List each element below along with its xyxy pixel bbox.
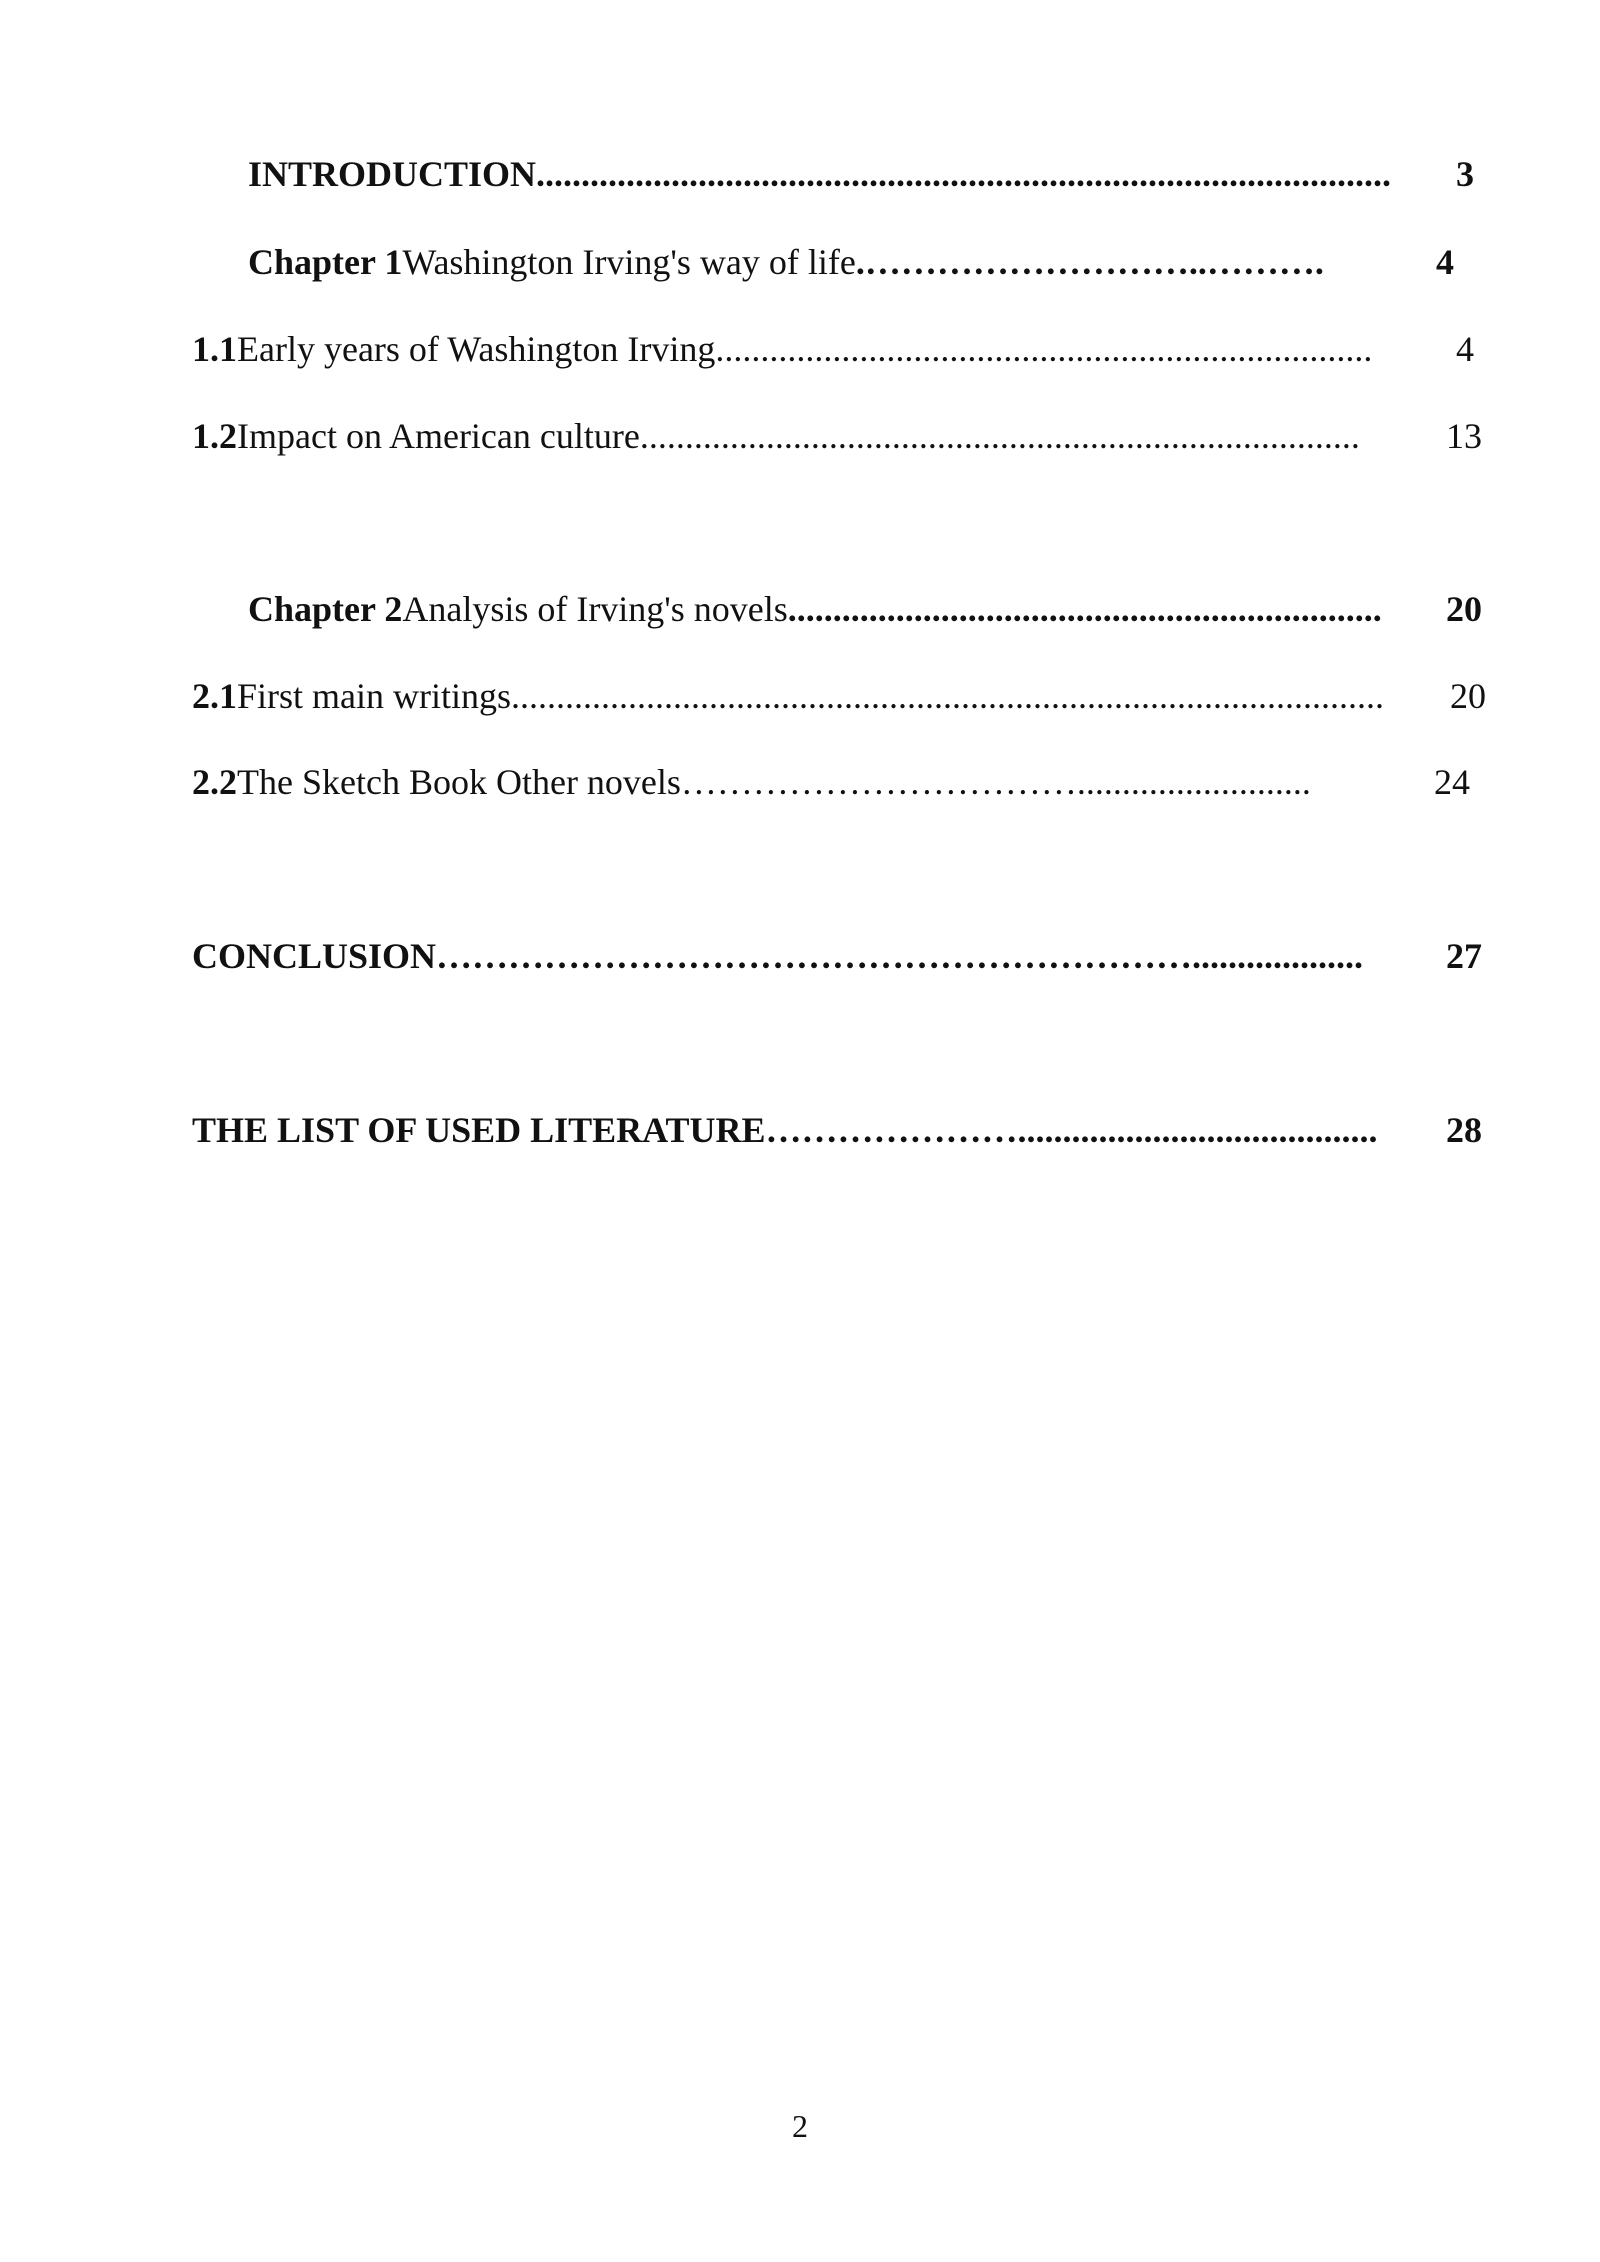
toc-title: The Sketch Book Other novels <box>237 762 681 802</box>
toc-page-number: 3 <box>1456 154 1474 194</box>
toc-leader: …………………………….......................... <box>680 762 1311 802</box>
toc-literature[interactable] <box>192 1108 1482 1152</box>
toc-page-number: 20 <box>1446 589 1482 629</box>
toc-leader: ............................................................................................... <box>536 154 1392 194</box>
toc-label: THE LIST OF USED LITERATURE <box>192 1110 766 1150</box>
toc-item-1-2[interactable] <box>192 414 1482 458</box>
toc-leader: ......................................................................... <box>715 329 1373 369</box>
toc-chapter-prefix: Chapter 1 <box>248 242 403 282</box>
toc-title: First main writings <box>237 676 512 716</box>
toc-chapter-prefix: Chapter 2 <box>248 589 403 629</box>
toc-title: Analysis of Irving's novels <box>402 589 788 629</box>
toc-item-number: 1.1 <box>192 329 237 369</box>
toc-label: INTRODUCTION <box>248 154 537 194</box>
toc-leader: .………………………..………. <box>855 242 1324 282</box>
page-number: 2 <box>792 2108 808 2144</box>
toc-title: Washington Irving's way of life <box>402 242 856 282</box>
toc-page-number: 27 <box>1446 936 1482 976</box>
toc-introduction[interactable] <box>248 152 1474 196</box>
toc-leader: ................................................................................ <box>639 416 1360 456</box>
toc-page-number: 24 <box>1434 762 1470 802</box>
toc-item-2-1[interactable] <box>192 674 1486 718</box>
toc-item-number: 2.2 <box>192 762 237 802</box>
toc-page-number: 4 <box>1436 242 1454 282</box>
toc-leader: ………………………………………………………................... <box>436 936 1364 976</box>
toc-title: Impact on American culture <box>237 416 640 456</box>
toc-item-number: 1.2 <box>192 416 237 456</box>
toc-page-number: 4 <box>1456 329 1474 369</box>
toc-leader: ................................................................................................. <box>511 676 1385 716</box>
toc-leader: …………………........................................ <box>765 1110 1378 1150</box>
toc-page-number: 13 <box>1446 416 1482 456</box>
toc-page-number: 20 <box>1450 676 1486 716</box>
toc-item-1-1[interactable] <box>192 327 1474 371</box>
toc-title: Early years of Washington Irving <box>237 329 716 369</box>
toc-item-2-2[interactable] <box>192 760 1470 804</box>
toc-label: CONCLUSION <box>192 936 437 976</box>
toc-conclusion[interactable] <box>192 934 1482 978</box>
toc-leader: .................................................................. <box>787 589 1382 629</box>
toc-chapter-1[interactable] <box>248 240 1454 284</box>
toc-page-number: 28 <box>1446 1110 1482 1150</box>
toc-chapter-2[interactable] <box>248 587 1482 631</box>
toc-item-number: 2.1 <box>192 676 237 716</box>
